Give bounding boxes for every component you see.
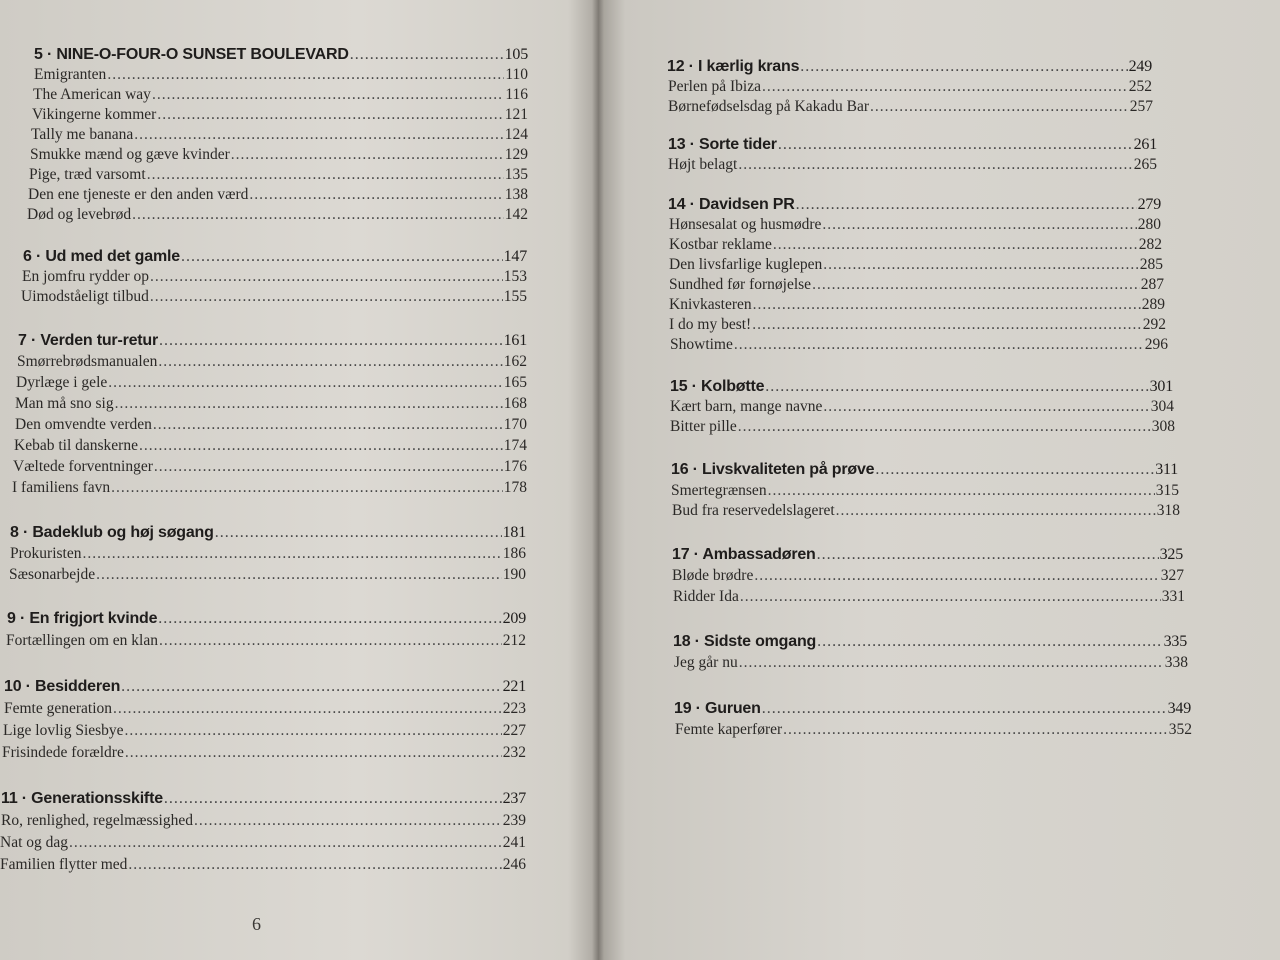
dot-leader — [121, 678, 501, 696]
page-reference: 138 — [504, 186, 528, 203]
page-reference: 221 — [502, 678, 526, 695]
section-title: Prokuristen — [10, 545, 82, 562]
toc-section-entry — [673, 588, 1185, 606]
toc-chapter-entry — [674, 700, 1191, 718]
page-reference: 338 — [1164, 654, 1188, 671]
dot-leader — [107, 66, 504, 84]
dot-leader — [150, 268, 503, 286]
dot-leader — [836, 502, 1156, 520]
toc-section-entry — [3, 722, 526, 740]
page-reference: 212 — [502, 632, 526, 649]
section-title: I do my best! — [669, 316, 752, 333]
page-reference: 349 — [1167, 700, 1191, 717]
dot-leader — [817, 546, 1159, 564]
section-title: Ro, renlighed, regelmæssighed — [1, 812, 193, 829]
section-title: Tally me banana — [31, 126, 134, 143]
page-reference: 178 — [503, 479, 527, 496]
section-title: The American way — [33, 86, 151, 103]
dot-leader — [194, 812, 502, 830]
page-reference: 241 — [502, 834, 526, 851]
dot-leader — [69, 834, 502, 852]
toc-section-entry — [9, 566, 526, 584]
chapter-title: 13 · Sorte tider — [668, 136, 777, 153]
page-reference: 280 — [1137, 216, 1161, 233]
toc-chapter-entry — [23, 248, 527, 266]
dot-leader — [740, 588, 1161, 606]
dot-leader — [150, 288, 503, 306]
toc-chapter-entry — [668, 196, 1161, 214]
page-reference: 227 — [502, 722, 526, 739]
section-title: Hønsesalat og husmødre — [669, 216, 822, 233]
toc-section-entry — [675, 721, 1192, 739]
dot-leader — [875, 461, 1154, 479]
toc-section-entry — [669, 256, 1163, 274]
dot-leader — [823, 398, 1149, 416]
dot-leader — [128, 856, 501, 874]
page-reference: 239 — [502, 812, 526, 829]
chapter-title: 19 · Guruen — [674, 700, 761, 717]
page-reference: 124 — [504, 126, 528, 143]
page-reference: 282 — [1138, 236, 1162, 253]
dot-leader — [817, 633, 1162, 651]
toc-section-entry — [0, 834, 526, 852]
toc-chapter-entry — [671, 461, 1178, 479]
page-reference: 296 — [1144, 336, 1168, 353]
toc-chapter-entry — [1, 790, 526, 808]
toc-chapter-entry — [668, 136, 1157, 154]
chapter-title: 17 · Ambassadøren — [672, 546, 816, 563]
section-title: Showtime — [670, 336, 733, 353]
dot-leader — [350, 46, 504, 64]
dot-leader — [823, 256, 1139, 274]
chapter-title: 5 · NINE-O-FOUR-O SUNSET BOULEVARD — [34, 46, 349, 63]
toc-section-entry — [668, 156, 1157, 174]
page-reference: 311 — [1155, 461, 1178, 478]
dot-leader — [783, 721, 1168, 739]
toc-chapter-entry — [10, 524, 526, 542]
dot-leader — [738, 156, 1132, 174]
dot-leader — [147, 166, 504, 184]
toc-section-entry — [2, 744, 526, 762]
toc-section-entry — [4, 700, 526, 718]
book-spine — [592, 0, 604, 960]
section-title: En jomfru rydder op — [22, 268, 149, 285]
section-title: I familiens favn — [12, 479, 111, 496]
dot-leader — [765, 378, 1148, 396]
page-reference: 121 — [504, 106, 528, 123]
dot-leader — [249, 186, 503, 204]
dot-leader — [762, 700, 1167, 718]
toc-chapter-entry — [673, 633, 1187, 651]
dot-leader — [796, 196, 1137, 214]
toc-section-entry — [6, 632, 526, 650]
section-title: Dyrlæge i gele — [16, 374, 108, 391]
page-reference: 110 — [505, 66, 528, 83]
toc-section-entry — [15, 416, 527, 434]
section-title: Pige, træd varsomt — [29, 166, 146, 183]
toc-section-entry — [21, 288, 527, 306]
section-title: Sundhed før fornøjelse — [669, 276, 812, 293]
dot-leader — [154, 458, 503, 476]
toc-section-entry — [670, 336, 1168, 354]
section-title: Ridder Ida — [673, 588, 739, 605]
dot-leader — [115, 395, 503, 413]
section-title: Den omvendte verden — [15, 416, 152, 433]
toc-chapter-entry — [4, 678, 526, 696]
page-reference: 105 — [504, 46, 528, 63]
dot-leader — [768, 482, 1155, 500]
section-title: Fortællingen om en klan — [6, 632, 158, 649]
chapter-title: 9 · En frigjort kvinde — [7, 610, 158, 627]
page-reference: 261 — [1133, 136, 1157, 153]
toc-section-entry — [28, 186, 528, 204]
toc-section-entry — [672, 502, 1180, 520]
section-title: Emigranten — [34, 66, 107, 83]
toc-chapter-entry — [34, 46, 528, 64]
toc-section-entry — [670, 398, 1174, 416]
page-reference: 232 — [502, 744, 526, 761]
section-title: Kært barn, mange navne — [670, 398, 823, 415]
dot-leader — [159, 632, 502, 650]
chapter-title: 14 · Davidsen PR — [668, 196, 795, 213]
page-reference: 279 — [1137, 196, 1161, 213]
section-title: Død og levebrød — [27, 206, 132, 223]
dot-leader — [231, 146, 504, 164]
toc-section-entry — [27, 206, 528, 224]
page-reference: 147 — [503, 248, 527, 265]
dot-leader — [108, 374, 502, 392]
dot-leader — [158, 610, 501, 628]
dot-leader — [113, 700, 502, 718]
toc-section-entry — [32, 106, 528, 124]
section-title: Kostbar reklame — [669, 236, 772, 253]
dot-leader — [181, 248, 503, 266]
dot-leader — [159, 332, 503, 350]
section-title: Uimodståeligt tilbud — [21, 288, 149, 305]
section-title: Væltede forventninger — [13, 458, 153, 475]
page-reference: 335 — [1163, 633, 1187, 650]
page-reference: 325 — [1159, 546, 1183, 563]
section-title: Perlen på Ibiza — [668, 78, 761, 95]
page-reference: 223 — [502, 700, 526, 717]
toc-section-entry — [671, 482, 1179, 500]
section-title: Familien flytter med — [0, 856, 128, 873]
dot-leader — [157, 106, 503, 124]
page-reference: 327 — [1160, 567, 1184, 584]
dot-leader — [134, 126, 504, 144]
page-reference: 308 — [1151, 418, 1175, 435]
dot-leader — [215, 524, 502, 542]
toc-chapter-entry — [667, 58, 1152, 76]
toc-section-entry — [0, 856, 526, 874]
dot-leader — [132, 206, 504, 224]
page-reference: 155 — [503, 288, 527, 305]
page-reference: 142 — [504, 206, 528, 223]
page-reference: 285 — [1139, 256, 1163, 273]
section-title: Femte generation — [4, 700, 113, 717]
page-reference: 190 — [502, 566, 526, 583]
toc-chapter-entry — [670, 378, 1173, 396]
dot-leader — [800, 58, 1127, 76]
page-reference: 304 — [1150, 398, 1174, 415]
chapter-title: 11 · Generationsskifte — [1, 790, 163, 807]
chapter-title: 6 · Ud med det gamle — [23, 248, 180, 265]
chapter-title: 8 · Badeklub og høj søgang — [10, 524, 214, 541]
toc-section-entry — [15, 395, 527, 413]
dot-leader — [752, 316, 1142, 334]
toc-chapter-entry — [7, 610, 526, 628]
section-title: Børnefødselsdag på Kakadu Bar — [668, 98, 870, 115]
dot-leader — [739, 654, 1164, 672]
section-title: Smukke mænd og gæve kvinder — [30, 146, 230, 163]
section-title: Bløde brødre — [672, 567, 754, 584]
page-reference: 352 — [1168, 721, 1192, 738]
page-reference: 301 — [1149, 378, 1173, 395]
dot-leader — [139, 437, 503, 455]
toc-section-entry — [669, 216, 1161, 234]
dot-leader — [82, 545, 501, 563]
section-title: Smørrebrødsmanualen — [17, 353, 158, 370]
section-title: Sæsonarbejde — [9, 566, 96, 583]
page-reference: 265 — [1133, 156, 1157, 173]
toc-section-entry — [22, 268, 527, 286]
page-reference: 292 — [1142, 316, 1166, 333]
dot-leader — [152, 86, 504, 104]
toc-chapter-entry — [18, 332, 527, 350]
section-title: Smertegrænsen — [671, 482, 767, 499]
dot-leader — [822, 216, 1136, 234]
dot-leader — [153, 416, 503, 434]
section-title: Jeg går nu — [674, 654, 738, 671]
page-reference: 331 — [1161, 588, 1185, 605]
section-title: Den livsfarlige kuglepen — [669, 256, 823, 273]
page-reference: 249 — [1128, 58, 1152, 75]
section-title: Højt belagt — [668, 156, 738, 173]
dot-leader — [778, 136, 1133, 154]
toc-section-entry — [17, 353, 527, 371]
chapter-title: 12 · I kærlig krans — [667, 58, 800, 75]
toc-section-entry — [674, 654, 1188, 672]
page-reference: 165 — [503, 374, 527, 391]
dot-leader — [158, 353, 502, 371]
chapter-title: 16 · Livskvaliteten på prøve — [671, 461, 875, 478]
page-reference: 176 — [503, 458, 527, 475]
toc-section-entry — [16, 374, 527, 392]
section-title: Frisindede forældre — [2, 744, 124, 761]
dot-leader — [753, 296, 1141, 314]
chapter-title: 10 · Besidderen — [4, 678, 121, 695]
toc-section-entry — [10, 545, 526, 563]
page-reference: 181 — [502, 524, 526, 541]
toc-section-entry — [668, 78, 1152, 96]
toc-section-entry — [13, 458, 527, 476]
toc-section-entry — [670, 418, 1175, 436]
page-reference: 116 — [505, 86, 528, 103]
toc-section-entry — [669, 316, 1166, 334]
page-reference: 209 — [502, 610, 526, 627]
page-reference: 318 — [1156, 502, 1180, 519]
page-reference: 162 — [503, 353, 527, 370]
dot-leader — [870, 98, 1129, 116]
section-title: Bud fra reservedelslageret — [672, 502, 835, 519]
toc-section-entry — [669, 296, 1165, 314]
page-reference: 315 — [1155, 482, 1179, 499]
toc-section-entry — [31, 126, 528, 144]
dot-leader — [762, 78, 1128, 96]
section-title: Femte kaperfører — [675, 721, 783, 738]
page-reference: 252 — [1128, 78, 1152, 95]
dot-leader — [754, 567, 1159, 585]
dot-leader — [125, 722, 502, 740]
page-reference: 153 — [503, 268, 527, 285]
section-title: Lige lovlig Siesbye — [3, 722, 124, 739]
page-reference: 168 — [503, 395, 527, 412]
toc-chapter-entry — [672, 546, 1183, 564]
dot-leader — [812, 276, 1140, 294]
dot-leader — [734, 336, 1144, 354]
dot-leader — [164, 790, 502, 808]
toc-section-entry — [12, 479, 527, 497]
page-reference: 161 — [503, 332, 527, 349]
section-title: Den ene tjeneste er den anden værd — [28, 186, 249, 203]
page-reference: 129 — [504, 146, 528, 163]
toc-section-entry — [669, 276, 1164, 294]
section-title: Kebab til danskerne — [14, 437, 138, 454]
section-title: Vikingerne kommer — [32, 106, 157, 123]
dot-leader — [125, 744, 502, 762]
toc-section-entry — [14, 437, 527, 455]
toc-section-entry — [34, 66, 528, 84]
section-title: Man må sno sig — [15, 395, 114, 412]
page-reference: 135 — [504, 166, 528, 183]
dot-leader — [773, 236, 1138, 254]
dot-leader — [738, 418, 1151, 436]
page-reference: 246 — [502, 856, 526, 873]
toc-section-entry — [33, 86, 528, 104]
toc-section-entry — [29, 166, 528, 184]
toc-section-entry — [672, 567, 1184, 585]
page-reference: 257 — [1129, 98, 1153, 115]
toc-section-entry — [668, 98, 1153, 116]
toc-section-entry — [1, 812, 526, 830]
toc-section-entry — [30, 146, 528, 164]
chapter-title: 15 · Kolbøtte — [670, 378, 765, 395]
dot-leader — [96, 566, 502, 584]
section-title: Knivkasteren — [669, 296, 752, 313]
chapter-title: 18 · Sidste omgang — [673, 633, 817, 650]
page-reference: 287 — [1140, 276, 1164, 293]
page-reference: 170 — [503, 416, 527, 433]
dot-leader — [111, 479, 503, 497]
page-reference: 174 — [503, 437, 527, 454]
page-reference: 289 — [1141, 296, 1165, 313]
section-title: Bitter pille — [670, 418, 737, 435]
section-title: Nat og dag — [0, 834, 69, 851]
page-reference: 186 — [502, 545, 526, 562]
page-number: 6 — [252, 914, 261, 934]
chapter-title: 7 · Verden tur-retur — [18, 332, 159, 349]
page-reference: 237 — [502, 790, 526, 807]
toc-section-entry — [669, 236, 1162, 254]
